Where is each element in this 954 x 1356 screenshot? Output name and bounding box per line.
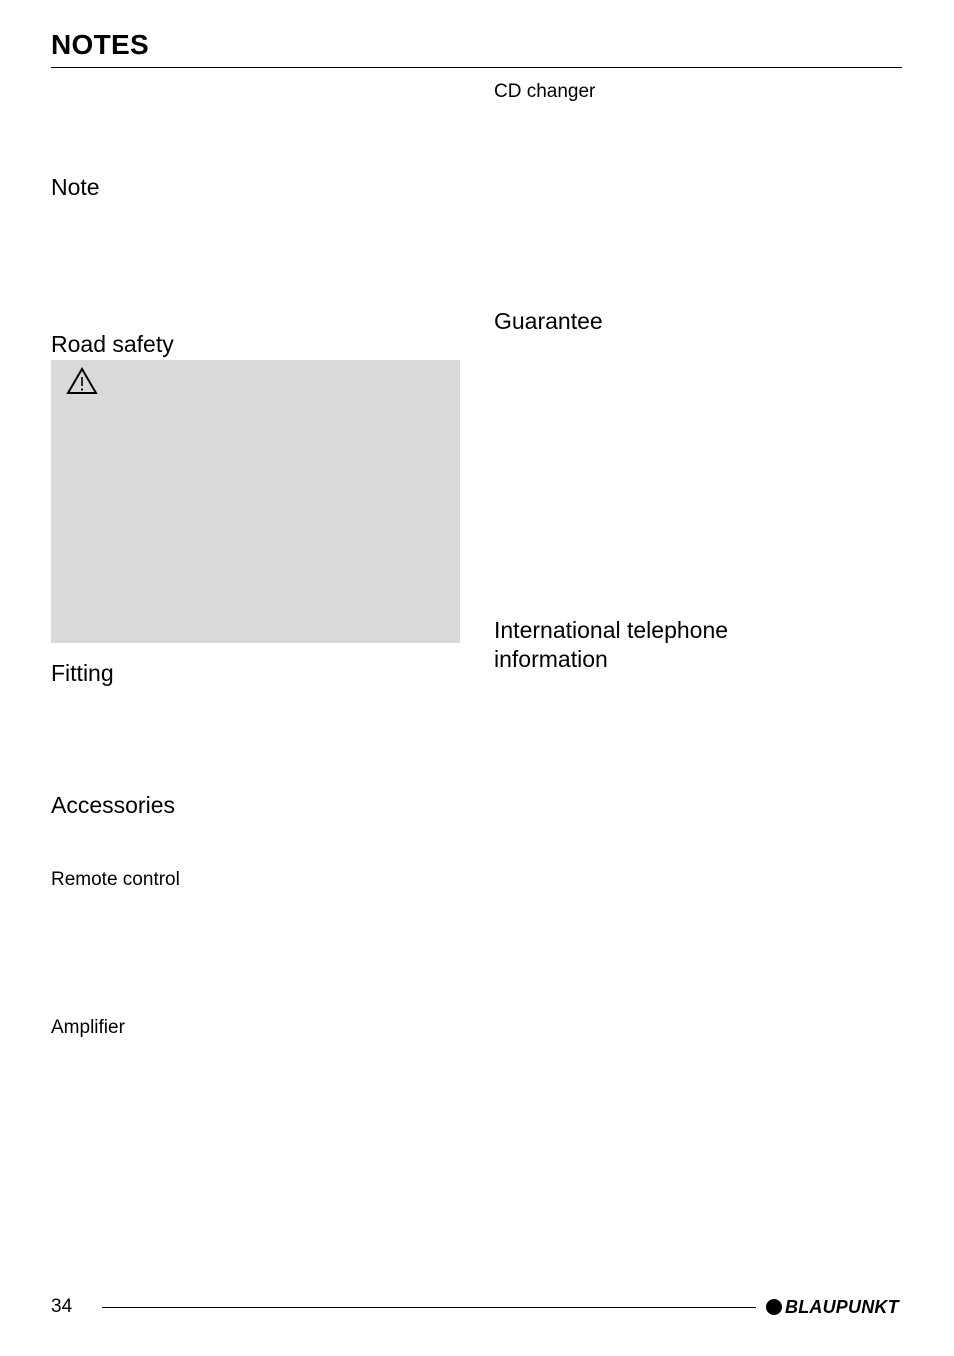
warning-triangle-icon [65,366,99,396]
international-telephone-heading-line2: information [494,646,608,672]
road-safety-warning-box [51,360,460,643]
footer-divider [102,1307,756,1308]
page-title: NOTES [51,29,149,60]
note-heading: Note [51,174,100,200]
fitting-heading: Fitting [51,660,114,686]
international-telephone-heading [494,616,728,674]
accessories-heading: Accessories [51,792,175,818]
road-safety-heading: Road safety [51,331,174,357]
cd-changer-heading: CD changer [494,81,596,102]
guarantee-heading: Guarantee [494,308,603,334]
amplifier-heading: Amplifier [51,1017,125,1038]
blaupunkt-logo: BLAUPUNKT [785,1297,899,1317]
page-number: 34 [51,1296,73,1317]
remote-control-heading: Remote control [51,869,180,890]
international-telephone-heading-line1: International telephone [494,617,729,643]
title-divider [51,67,902,68]
blaupunkt-logo-dot-icon [766,1299,782,1315]
